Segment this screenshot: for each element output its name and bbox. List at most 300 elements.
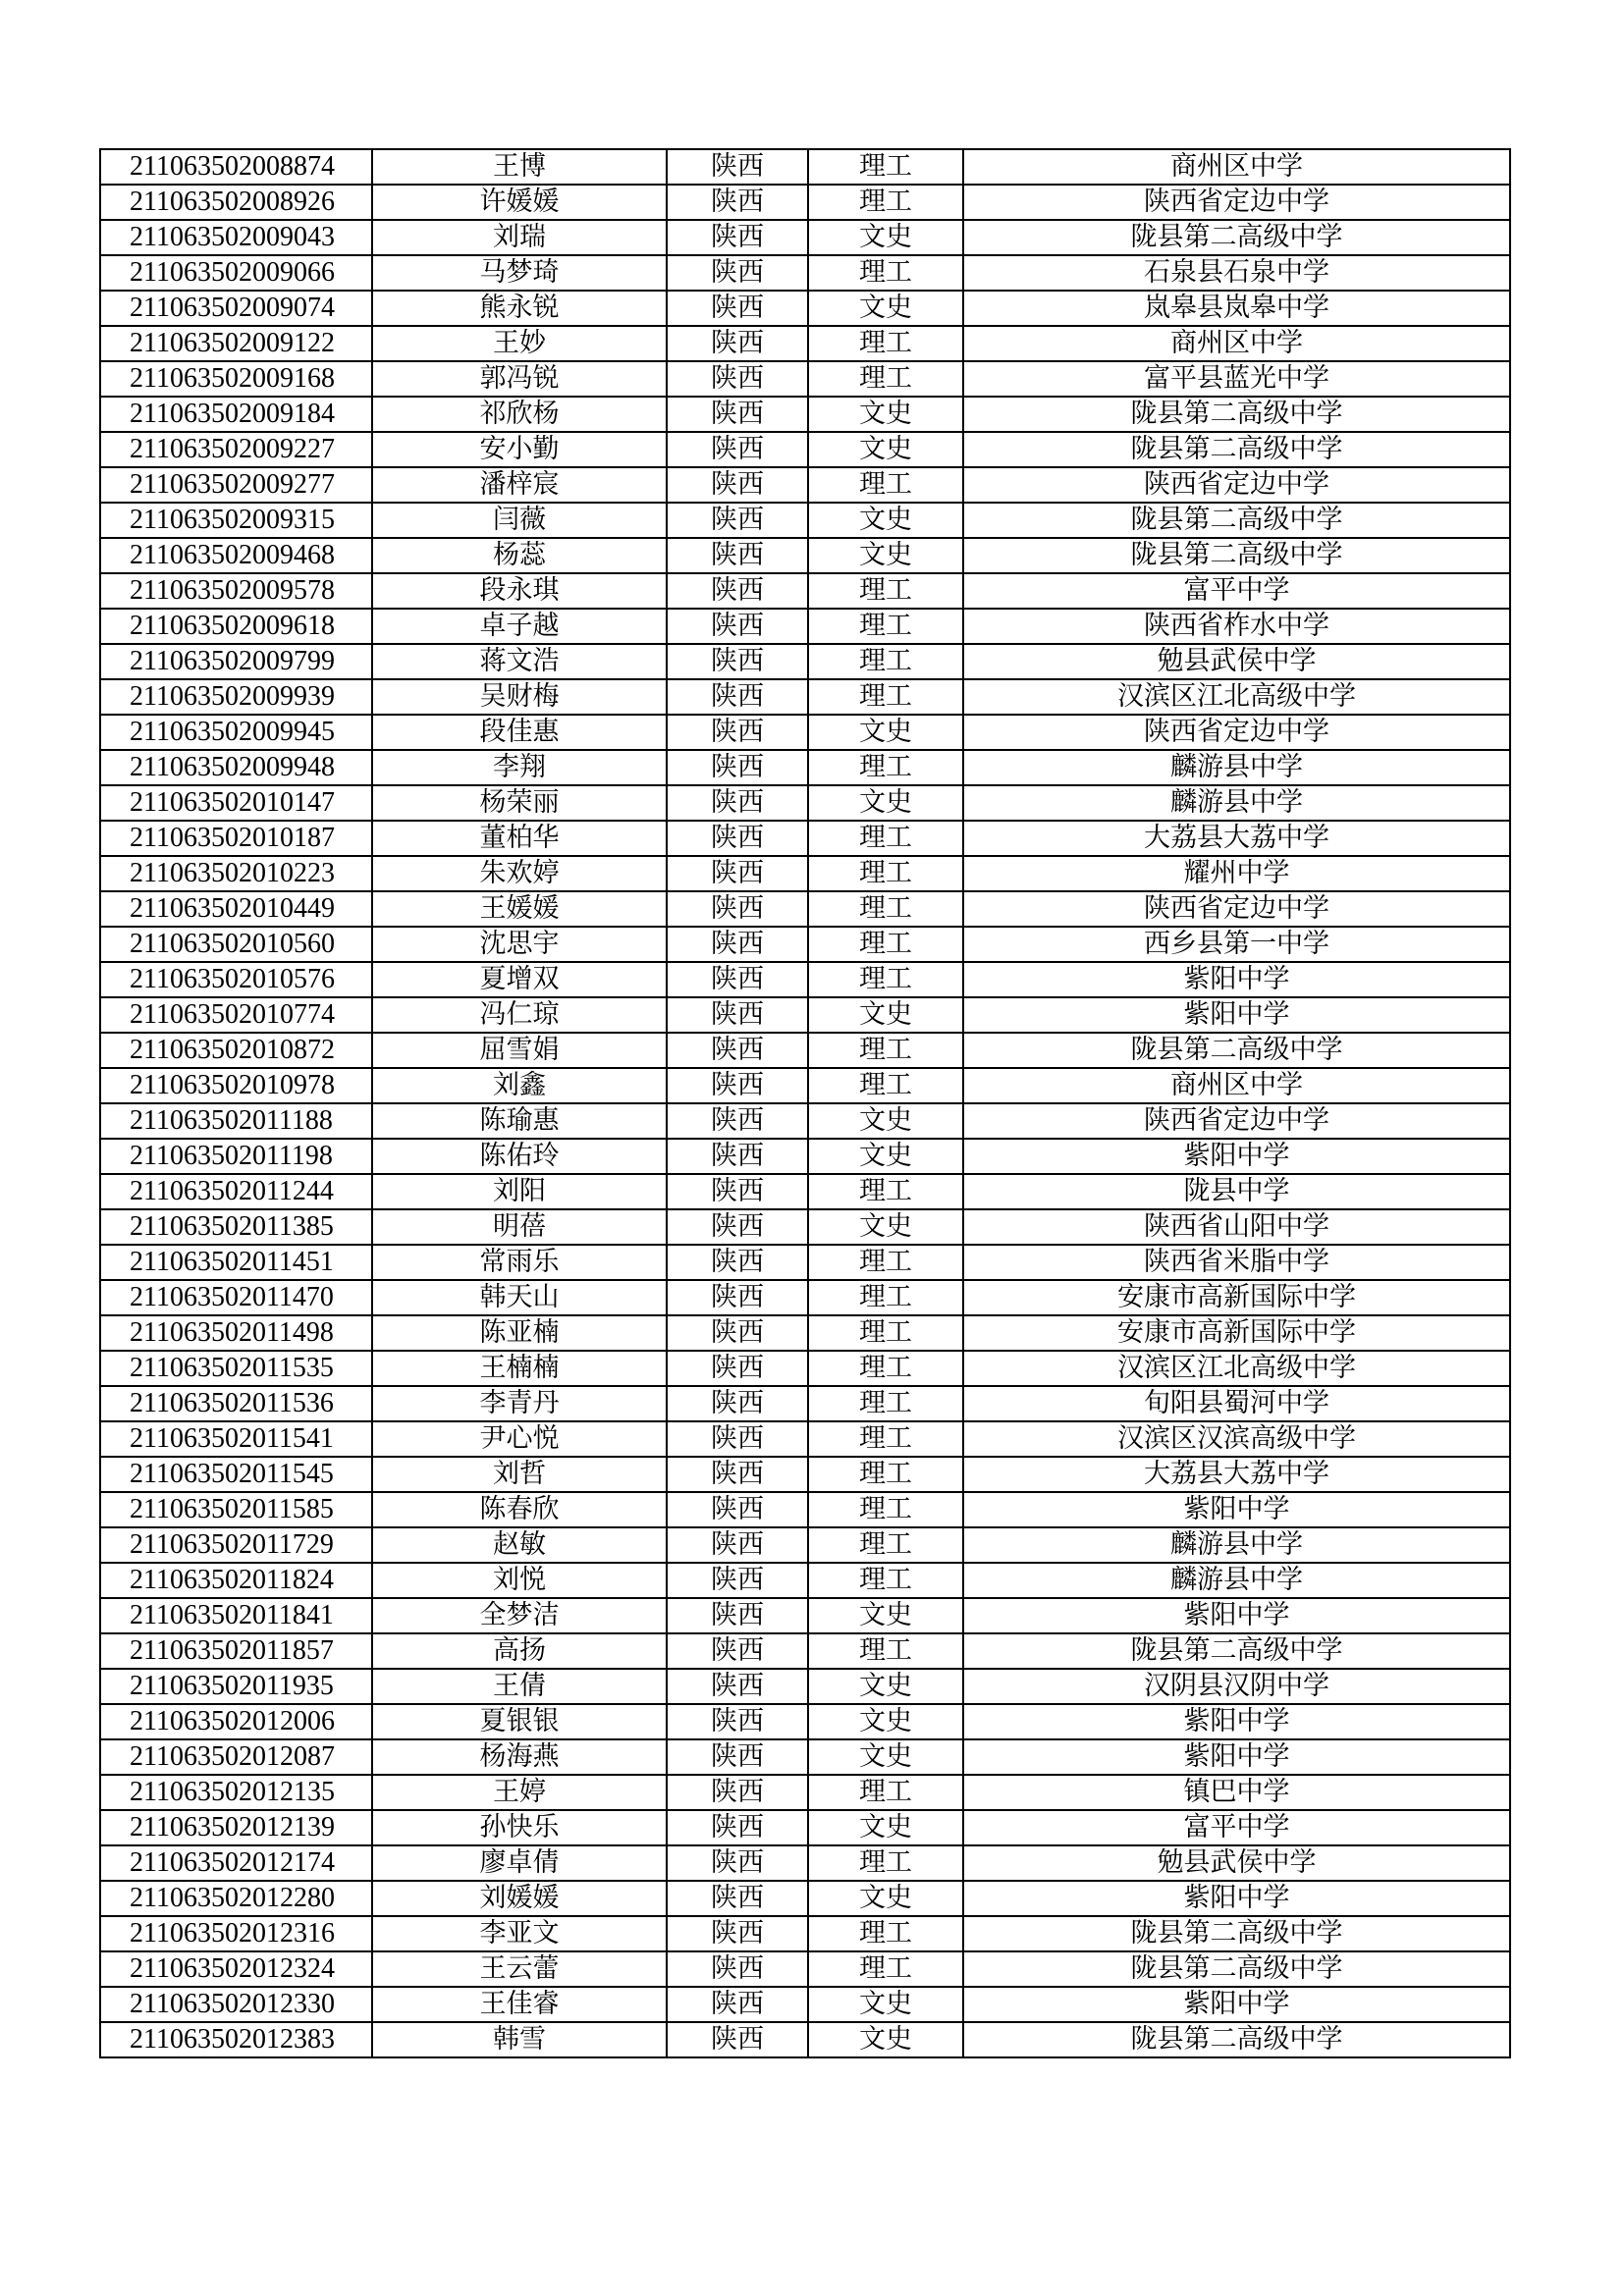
exam-id-cell: 211063502009227 xyxy=(100,432,372,467)
province-cell: 陕西 xyxy=(667,538,808,573)
track-cell: 文史 xyxy=(808,432,963,467)
track-cell: 文史 xyxy=(808,715,963,750)
table-row xyxy=(100,1209,1510,1245)
exam-id-cell: 211063502008926 xyxy=(100,185,372,220)
province-cell: 陕西 xyxy=(667,467,808,503)
table-row xyxy=(100,1527,1510,1563)
school-cell: 紫阳中学 xyxy=(963,962,1510,997)
province-cell: 陕西 xyxy=(667,750,808,785)
student-name-cell: 李青丹 xyxy=(372,1386,667,1421)
school-cell: 陇县第二高级中学 xyxy=(963,220,1510,255)
province-cell: 陕西 xyxy=(667,962,808,997)
school-cell: 陇县第二高级中学 xyxy=(963,1033,1510,1068)
track-cell: 文史 xyxy=(808,1209,963,1245)
school-cell: 陇县第二高级中学 xyxy=(963,1916,1510,1951)
table-row xyxy=(100,467,1510,503)
table-row xyxy=(100,785,1510,821)
student-name-cell: 闫薇 xyxy=(372,503,667,538)
track-cell: 理工 xyxy=(808,255,963,291)
school-cell: 陇县第二高级中学 xyxy=(963,1951,1510,1987)
province-cell: 陕西 xyxy=(667,1386,808,1421)
province-cell: 陕西 xyxy=(667,927,808,962)
exam-id-cell: 211063502011188 xyxy=(100,1103,372,1139)
track-cell: 理工 xyxy=(808,185,963,220)
school-cell: 紫阳中学 xyxy=(963,1881,1510,1916)
school-cell: 富平中学 xyxy=(963,573,1510,609)
exam-id-cell: 211063502012316 xyxy=(100,1916,372,1951)
student-name-cell: 段佳惠 xyxy=(372,715,667,750)
school-cell: 富平中学 xyxy=(963,1810,1510,1845)
track-cell: 文史 xyxy=(808,503,963,538)
exam-id-cell: 211063502009945 xyxy=(100,715,372,750)
school-cell: 紫阳中学 xyxy=(963,1139,1510,1174)
table-row xyxy=(100,1315,1510,1351)
exam-id-cell: 211063502012280 xyxy=(100,1881,372,1916)
student-name-cell: 尹心悦 xyxy=(372,1421,667,1457)
table-row xyxy=(100,1563,1510,1598)
track-cell: 理工 xyxy=(808,1315,963,1351)
track-cell: 理工 xyxy=(808,1916,963,1951)
school-cell: 镇巴中学 xyxy=(963,1775,1510,1810)
table-row xyxy=(100,1245,1510,1280)
exam-id-cell: 211063502012330 xyxy=(100,1987,372,2022)
track-cell: 理工 xyxy=(808,1527,963,1563)
school-cell: 陇县第二高级中学 xyxy=(963,538,1510,573)
student-name-cell: 刘鑫 xyxy=(372,1068,667,1103)
school-cell: 汉滨区江北高级中学 xyxy=(963,1351,1510,1386)
table-row xyxy=(100,1174,1510,1209)
province-cell: 陕西 xyxy=(667,1633,808,1669)
exam-id-cell: 211063502009277 xyxy=(100,467,372,503)
school-cell: 岚皋县岚皋中学 xyxy=(963,291,1510,326)
province-cell: 陕西 xyxy=(667,1068,808,1103)
track-cell: 理工 xyxy=(808,1386,963,1421)
school-cell: 安康市高新国际中学 xyxy=(963,1315,1510,1351)
province-cell: 陕西 xyxy=(667,432,808,467)
table-row xyxy=(100,397,1510,432)
track-cell: 理工 xyxy=(808,750,963,785)
track-cell: 理工 xyxy=(808,821,963,856)
track-cell: 理工 xyxy=(808,962,963,997)
table-row xyxy=(100,1810,1510,1845)
student-name-cell: 王媛媛 xyxy=(372,891,667,927)
track-cell: 文史 xyxy=(808,785,963,821)
student-name-cell: 陈亚楠 xyxy=(372,1315,667,1351)
table-row xyxy=(100,1068,1510,1103)
province-cell: 陕西 xyxy=(667,397,808,432)
student-name-cell: 祁欣杨 xyxy=(372,397,667,432)
student-name-cell: 全梦洁 xyxy=(372,1598,667,1633)
track-cell: 理工 xyxy=(808,1775,963,1810)
province-cell: 陕西 xyxy=(667,1457,808,1492)
student-name-cell: 夏银银 xyxy=(372,1704,667,1739)
province-cell: 陕西 xyxy=(667,2022,808,2057)
student-name-cell: 孙快乐 xyxy=(372,1810,667,1845)
province-cell: 陕西 xyxy=(667,1315,808,1351)
track-cell: 理工 xyxy=(808,1033,963,1068)
exam-id-cell: 211063502010978 xyxy=(100,1068,372,1103)
exam-id-cell: 211063502010187 xyxy=(100,821,372,856)
exam-id-cell: 211063502010449 xyxy=(100,891,372,927)
track-cell: 文史 xyxy=(808,1103,963,1139)
exam-id-cell: 211063502011244 xyxy=(100,1174,372,1209)
student-name-cell: 夏增双 xyxy=(372,962,667,997)
student-name-cell: 王婷 xyxy=(372,1775,667,1810)
student-name-cell: 陈瑜惠 xyxy=(372,1103,667,1139)
school-cell: 陕西省定边中学 xyxy=(963,185,1510,220)
student-name-cell: 刘媛媛 xyxy=(372,1881,667,1916)
province-cell: 陕西 xyxy=(667,644,808,679)
table-row xyxy=(100,361,1510,397)
student-name-cell: 高扬 xyxy=(372,1633,667,1669)
track-cell: 文史 xyxy=(808,220,963,255)
exam-id-cell: 211063502011470 xyxy=(100,1280,372,1315)
school-cell: 陇县第二高级中学 xyxy=(963,432,1510,467)
student-name-cell: 王云蕾 xyxy=(372,1951,667,1987)
province-cell: 陕西 xyxy=(667,1174,808,1209)
province-cell: 陕西 xyxy=(667,1033,808,1068)
student-name-cell: 潘梓宸 xyxy=(372,467,667,503)
school-cell: 陇县中学 xyxy=(963,1174,1510,1209)
student-name-cell: 杨荣丽 xyxy=(372,785,667,821)
school-cell: 麟游县中学 xyxy=(963,1527,1510,1563)
exam-id-cell: 211063502009315 xyxy=(100,503,372,538)
track-cell: 理工 xyxy=(808,644,963,679)
table-row xyxy=(100,997,1510,1033)
track-cell: 文史 xyxy=(808,1139,963,1174)
school-cell: 耀州中学 xyxy=(963,856,1510,891)
exam-id-cell: 211063502010147 xyxy=(100,785,372,821)
school-cell: 陇县第二高级中学 xyxy=(963,503,1510,538)
exam-id-cell: 211063502011841 xyxy=(100,1598,372,1633)
table-row xyxy=(100,1881,1510,1916)
student-name-cell: 韩天山 xyxy=(372,1280,667,1315)
table-row xyxy=(100,1951,1510,1987)
school-cell: 旬阳县蜀河中学 xyxy=(963,1386,1510,1421)
table-row xyxy=(100,1386,1510,1421)
province-cell: 陕西 xyxy=(667,1421,808,1457)
province-cell: 陕西 xyxy=(667,1881,808,1916)
school-cell: 陕西省柞水中学 xyxy=(963,609,1510,644)
track-cell: 理工 xyxy=(808,1351,963,1386)
student-name-cell: 段永琪 xyxy=(372,573,667,609)
table-row xyxy=(100,1280,1510,1315)
exam-id-cell: 211063502011729 xyxy=(100,1527,372,1563)
table-row xyxy=(100,679,1510,715)
student-name-cell: 廖卓倩 xyxy=(372,1845,667,1881)
table-row xyxy=(100,750,1510,785)
school-cell: 紫阳中学 xyxy=(963,1598,1510,1633)
exam-id-cell: 211063502008874 xyxy=(100,149,372,185)
province-cell: 陕西 xyxy=(667,609,808,644)
province-cell: 陕西 xyxy=(667,149,808,185)
school-cell: 紫阳中学 xyxy=(963,1987,1510,2022)
table-row xyxy=(100,220,1510,255)
student-name-cell: 陈佑玲 xyxy=(372,1139,667,1174)
track-cell: 理工 xyxy=(808,927,963,962)
province-cell: 陕西 xyxy=(667,1916,808,1951)
exam-id-cell: 211063502011451 xyxy=(100,1245,372,1280)
school-cell: 富平县蓝光中学 xyxy=(963,361,1510,397)
table-row xyxy=(100,538,1510,573)
table-row xyxy=(100,1351,1510,1386)
table-row xyxy=(100,821,1510,856)
exam-id-cell: 211063502009122 xyxy=(100,326,372,361)
table-row xyxy=(100,856,1510,891)
track-cell: 文史 xyxy=(808,1881,963,1916)
province-cell: 陕西 xyxy=(667,291,808,326)
school-cell: 汉滨区江北高级中学 xyxy=(963,679,1510,715)
student-name-cell: 郭冯锐 xyxy=(372,361,667,397)
table-row xyxy=(100,2022,1510,2057)
table-row xyxy=(100,891,1510,927)
student-name-cell: 王妙 xyxy=(372,326,667,361)
exam-id-cell: 211063502010774 xyxy=(100,997,372,1033)
table-row xyxy=(100,1103,1510,1139)
province-cell: 陕西 xyxy=(667,1987,808,2022)
exam-id-cell: 211063502011535 xyxy=(100,1351,372,1386)
student-name-cell: 韩雪 xyxy=(372,2022,667,2057)
province-cell: 陕西 xyxy=(667,1739,808,1775)
school-cell: 汉阴县汉阴中学 xyxy=(963,1669,1510,1704)
province-cell: 陕西 xyxy=(667,891,808,927)
track-cell: 文史 xyxy=(808,1810,963,1845)
track-cell: 文史 xyxy=(808,1669,963,1704)
school-cell: 陕西省定边中学 xyxy=(963,467,1510,503)
school-cell: 商州区中学 xyxy=(963,149,1510,185)
province-cell: 陕西 xyxy=(667,1351,808,1386)
province-cell: 陕西 xyxy=(667,503,808,538)
province-cell: 陕西 xyxy=(667,1951,808,1987)
school-cell: 陇县第二高级中学 xyxy=(963,397,1510,432)
province-cell: 陕西 xyxy=(667,185,808,220)
student-name-cell: 卓子越 xyxy=(372,609,667,644)
province-cell: 陕西 xyxy=(667,255,808,291)
exam-id-cell: 211063502011824 xyxy=(100,1563,372,1598)
student-name-cell: 沈思宇 xyxy=(372,927,667,962)
school-cell: 紫阳中学 xyxy=(963,997,1510,1033)
exam-id-cell: 211063502009468 xyxy=(100,538,372,573)
table-row xyxy=(100,715,1510,750)
student-name-cell: 陈春欣 xyxy=(372,1492,667,1527)
table-row xyxy=(100,1033,1510,1068)
exam-id-cell: 211063502010872 xyxy=(100,1033,372,1068)
exam-id-cell: 211063502012139 xyxy=(100,1810,372,1845)
table-row xyxy=(100,609,1510,644)
exam-id-cell: 211063502009799 xyxy=(100,644,372,679)
exam-id-cell: 211063502012174 xyxy=(100,1845,372,1881)
track-cell: 文史 xyxy=(808,1704,963,1739)
province-cell: 陕西 xyxy=(667,1704,808,1739)
school-cell: 陕西省定边中学 xyxy=(963,1103,1510,1139)
track-cell: 理工 xyxy=(808,609,963,644)
school-cell: 陕西省米脂中学 xyxy=(963,1245,1510,1280)
exam-id-cell: 211063502011545 xyxy=(100,1457,372,1492)
province-cell: 陕西 xyxy=(667,1139,808,1174)
table-row xyxy=(100,1492,1510,1527)
table-row xyxy=(100,644,1510,679)
table-row xyxy=(100,1139,1510,1174)
table-row xyxy=(100,1421,1510,1457)
exam-id-cell: 211063502011935 xyxy=(100,1669,372,1704)
track-cell: 理工 xyxy=(808,1951,963,1987)
track-cell: 理工 xyxy=(808,1845,963,1881)
province-cell: 陕西 xyxy=(667,997,808,1033)
exam-id-cell: 211063502011541 xyxy=(100,1421,372,1457)
province-cell: 陕西 xyxy=(667,679,808,715)
exam-id-cell: 211063502012006 xyxy=(100,1704,372,1739)
track-cell: 理工 xyxy=(808,1245,963,1280)
school-cell: 勉县武侯中学 xyxy=(963,644,1510,679)
table-row xyxy=(100,1739,1510,1775)
school-cell: 陕西省山阳中学 xyxy=(963,1209,1510,1245)
student-name-cell: 王佳睿 xyxy=(372,1987,667,2022)
student-name-cell: 刘哲 xyxy=(372,1457,667,1492)
exam-id-cell: 211063502010560 xyxy=(100,927,372,962)
table-row xyxy=(100,1916,1510,1951)
exam-id-cell: 211063502010576 xyxy=(100,962,372,997)
student-name-cell: 冯仁琼 xyxy=(372,997,667,1033)
track-cell: 文史 xyxy=(808,1739,963,1775)
school-cell: 安康市高新国际中学 xyxy=(963,1280,1510,1315)
table-row xyxy=(100,432,1510,467)
student-name-cell: 刘瑞 xyxy=(372,220,667,255)
student-name-cell: 杨海燕 xyxy=(372,1739,667,1775)
province-cell: 陕西 xyxy=(667,361,808,397)
table-row xyxy=(100,1598,1510,1633)
track-cell: 理工 xyxy=(808,1633,963,1669)
student-name-cell: 杨蕊 xyxy=(372,538,667,573)
province-cell: 陕西 xyxy=(667,1563,808,1598)
student-name-cell: 王楠楠 xyxy=(372,1351,667,1386)
track-cell: 理工 xyxy=(808,679,963,715)
exam-id-cell: 211063502009184 xyxy=(100,397,372,432)
table-row xyxy=(100,573,1510,609)
student-name-cell: 董柏华 xyxy=(372,821,667,856)
track-cell: 理工 xyxy=(808,149,963,185)
track-cell: 文史 xyxy=(808,1987,963,2022)
school-cell: 西乡县第一中学 xyxy=(963,927,1510,962)
school-cell: 商州区中学 xyxy=(963,326,1510,361)
table-row xyxy=(100,255,1510,291)
exam-id-cell: 211063502011198 xyxy=(100,1139,372,1174)
table-row xyxy=(100,503,1510,538)
exam-id-cell: 211063502012324 xyxy=(100,1951,372,1987)
student-name-cell: 王倩 xyxy=(372,1669,667,1704)
track-cell: 理工 xyxy=(808,1174,963,1209)
province-cell: 陕西 xyxy=(667,821,808,856)
province-cell: 陕西 xyxy=(667,1209,808,1245)
province-cell: 陕西 xyxy=(667,1103,808,1139)
student-name-cell: 吴财梅 xyxy=(372,679,667,715)
table-row xyxy=(100,1775,1510,1810)
track-cell: 理工 xyxy=(808,326,963,361)
track-cell: 文史 xyxy=(808,1598,963,1633)
school-cell: 紫阳中学 xyxy=(963,1492,1510,1527)
student-name-cell: 许媛媛 xyxy=(372,185,667,220)
province-cell: 陕西 xyxy=(667,1280,808,1315)
table-row xyxy=(100,1845,1510,1881)
student-name-cell: 熊永锐 xyxy=(372,291,667,326)
student-name-cell: 李亚文 xyxy=(372,1916,667,1951)
school-cell: 大荔县大荔中学 xyxy=(963,821,1510,856)
school-cell: 陇县第二高级中学 xyxy=(963,2022,1510,2057)
exam-id-cell: 211063502009074 xyxy=(100,291,372,326)
roster-body xyxy=(100,149,1510,2057)
school-cell: 紫阳中学 xyxy=(963,1739,1510,1775)
student-name-cell: 李翔 xyxy=(372,750,667,785)
table-row xyxy=(100,1633,1510,1669)
exam-id-cell: 211063502009168 xyxy=(100,361,372,397)
province-cell: 陕西 xyxy=(667,1669,808,1704)
exam-id-cell: 211063502011385 xyxy=(100,1209,372,1245)
track-cell: 理工 xyxy=(808,573,963,609)
student-name-cell: 明蓓 xyxy=(372,1209,667,1245)
roster-table xyxy=(99,148,1511,2058)
school-cell: 商州区中学 xyxy=(963,1068,1510,1103)
school-cell: 勉县武侯中学 xyxy=(963,1845,1510,1881)
province-cell: 陕西 xyxy=(667,1845,808,1881)
student-name-cell: 朱欢婷 xyxy=(372,856,667,891)
student-name-cell: 蒋文浩 xyxy=(372,644,667,679)
school-cell: 麟游县中学 xyxy=(963,1563,1510,1598)
table-row xyxy=(100,1669,1510,1704)
exam-id-cell: 211063502012135 xyxy=(100,1775,372,1810)
province-cell: 陕西 xyxy=(667,573,808,609)
student-name-cell: 赵敏 xyxy=(372,1527,667,1563)
table-row xyxy=(100,1987,1510,2022)
school-cell: 汉滨区汉滨高级中学 xyxy=(963,1421,1510,1457)
track-cell: 理工 xyxy=(808,1280,963,1315)
table-row xyxy=(100,149,1510,185)
province-cell: 陕西 xyxy=(667,1527,808,1563)
exam-id-cell: 211063502011498 xyxy=(100,1315,372,1351)
track-cell: 理工 xyxy=(808,856,963,891)
track-cell: 理工 xyxy=(808,1421,963,1457)
province-cell: 陕西 xyxy=(667,1775,808,1810)
track-cell: 文史 xyxy=(808,291,963,326)
student-name-cell: 刘悦 xyxy=(372,1563,667,1598)
exam-id-cell: 211063502009066 xyxy=(100,255,372,291)
track-cell: 理工 xyxy=(808,361,963,397)
student-name-cell: 马梦琦 xyxy=(372,255,667,291)
student-name-cell: 常雨乐 xyxy=(372,1245,667,1280)
exam-id-cell: 211063502009578 xyxy=(100,573,372,609)
school-cell: 陕西省定边中学 xyxy=(963,715,1510,750)
school-cell: 石泉县石泉中学 xyxy=(963,255,1510,291)
exam-id-cell: 211063502012087 xyxy=(100,1739,372,1775)
province-cell: 陕西 xyxy=(667,1492,808,1527)
exam-id-cell: 211063502011857 xyxy=(100,1633,372,1669)
province-cell: 陕西 xyxy=(667,785,808,821)
track-cell: 理工 xyxy=(808,467,963,503)
province-cell: 陕西 xyxy=(667,1810,808,1845)
table-row xyxy=(100,326,1510,361)
table-row xyxy=(100,1704,1510,1739)
exam-id-cell: 211063502009618 xyxy=(100,609,372,644)
school-cell: 大荔县大荔中学 xyxy=(963,1457,1510,1492)
track-cell: 文史 xyxy=(808,2022,963,2057)
table-row xyxy=(100,185,1510,220)
student-name-cell: 屈雪娟 xyxy=(372,1033,667,1068)
school-cell: 陕西省定边中学 xyxy=(963,891,1510,927)
student-name-cell: 刘阳 xyxy=(372,1174,667,1209)
exam-id-cell: 211063502011536 xyxy=(100,1386,372,1421)
student-name-cell: 王博 xyxy=(372,149,667,185)
table-row xyxy=(100,291,1510,326)
province-cell: 陕西 xyxy=(667,715,808,750)
exam-id-cell: 211063502011585 xyxy=(100,1492,372,1527)
